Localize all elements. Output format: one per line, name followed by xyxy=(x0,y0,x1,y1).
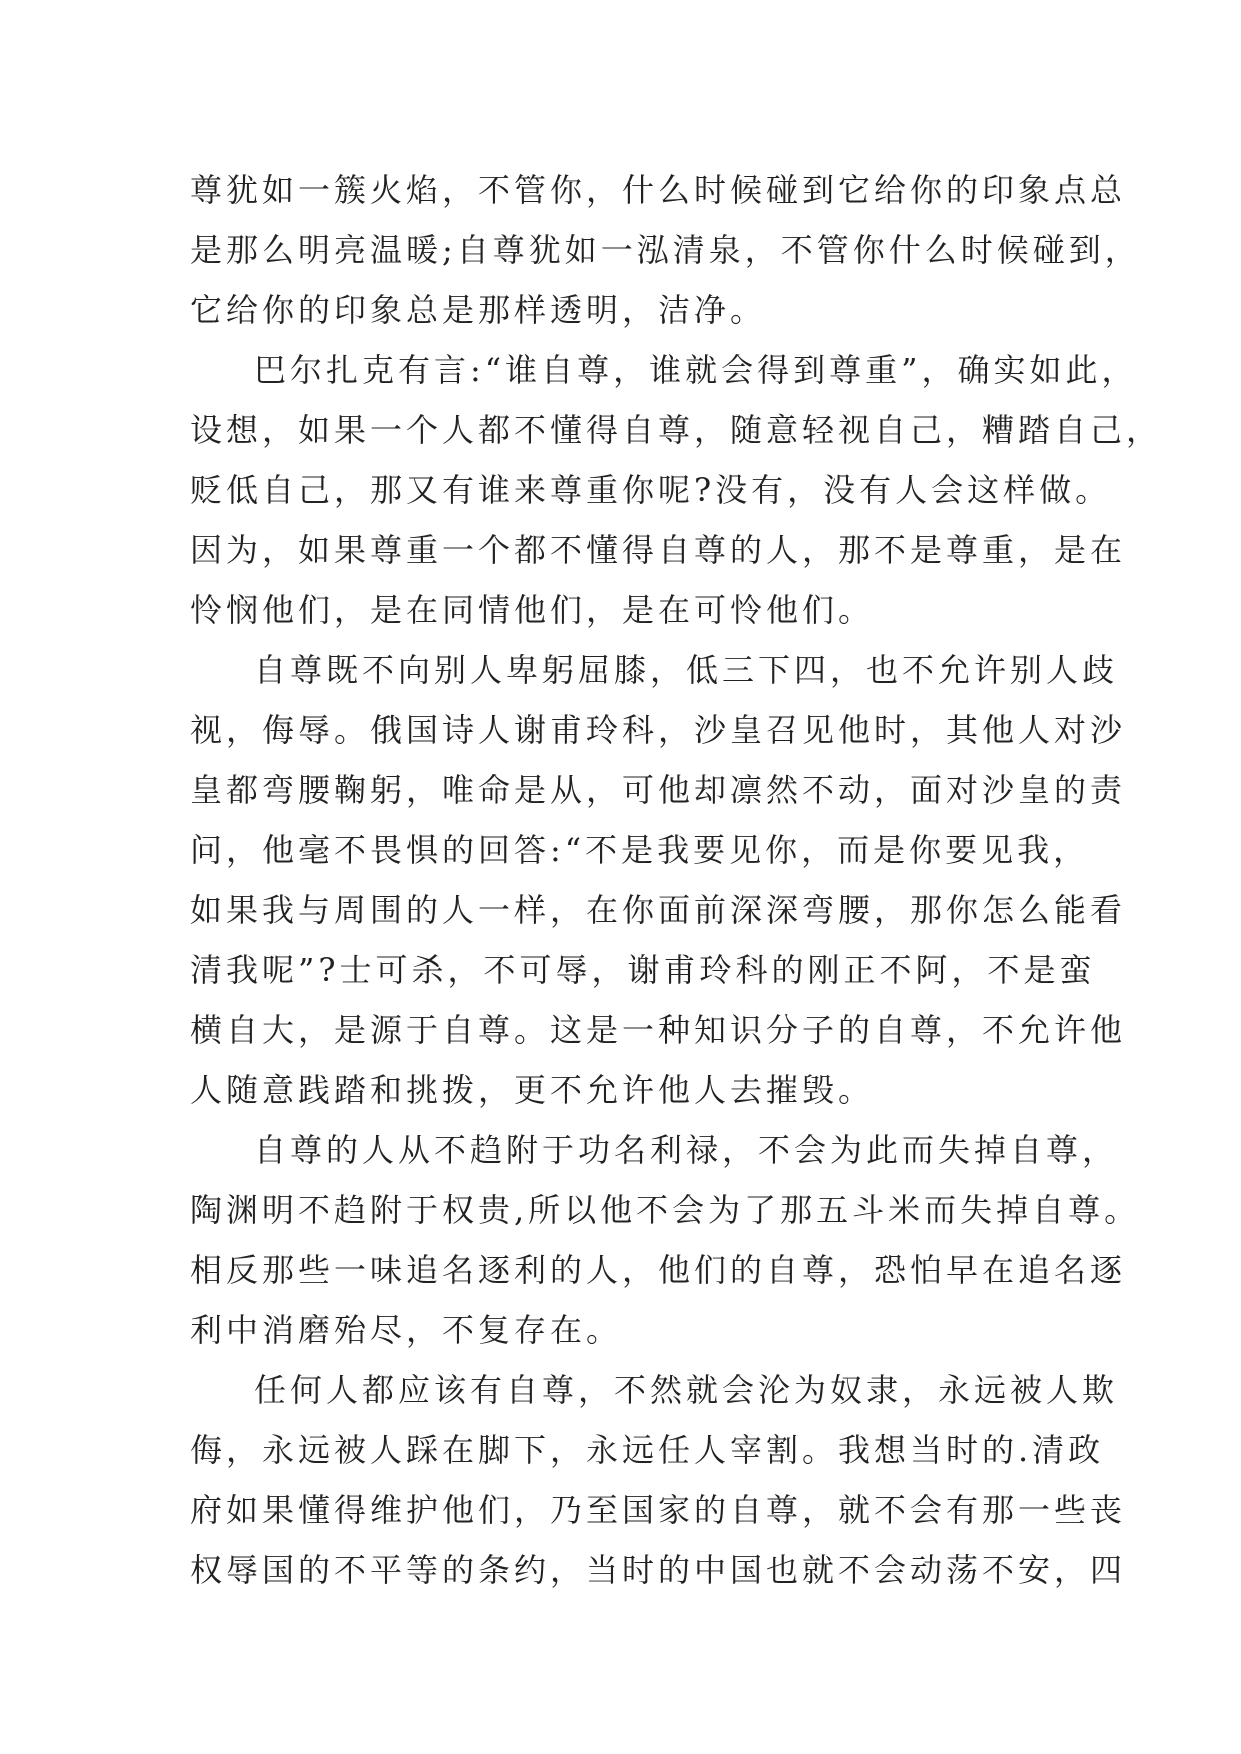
text-line: 尊犹如一簇火焰，不管你，什么时候碰到它给你的印象点总 xyxy=(190,171,1127,209)
paragraph-start-line: 任何人都应该有自尊，不然就会沦为奴隶，永远被人欺 xyxy=(254,1371,1119,1409)
text-line: 它给你的印象总是那样透明，洁净。 xyxy=(190,291,767,329)
body-text xyxy=(190,160,1163,1600)
text-line: 侮，永远被人踩在脚下，永远任人宰割。我想当时的.清政 xyxy=(190,1431,1105,1469)
text-line: 设想，如果一个人都不懂得自尊，随意轻视自己，糟踏自己， xyxy=(190,411,1163,449)
text-line: 府如果懂得维护他们，乃至国家的自尊，就不会有那一些丧 xyxy=(190,1491,1127,1529)
paragraph-start-line: 巴尔扎克有言:“谁自尊，谁就会得到尊重”，确实如此， xyxy=(254,351,1138,389)
text-line: 问，他毫不畏惧的回答:“不是我要见你，而是你要见我， xyxy=(190,831,1090,869)
text-line: 怜悯他们，是在同情他们，是在可怜他们。 xyxy=(190,591,875,629)
text-line: 是那么明亮温暖;自尊犹如一泓清泉，不管你什么时候碰到， xyxy=(190,231,1141,269)
text-line: 陶渊明不趋附于权贵,所以他不会为了那五斗米而失掉自尊。 xyxy=(190,1191,1141,1229)
text-line: 清我呢”?士可杀，不可辱，谢甫玲科的刚正不阿，不是蛮 xyxy=(190,951,1096,989)
paragraph-start-line: 自尊的人从不趋附于功名利禄，不会为此而失掉自尊， xyxy=(254,1131,1119,1169)
text-line: 如果我与周围的人一样，在你面前深深弯腰，那你怎么能看 xyxy=(190,891,1127,929)
text-line: 横自大，是源于自尊。这是一种知识分子的自尊，不允许他 xyxy=(190,1011,1127,1049)
text-line: 视，侮辱。俄国诗人谢甫玲科，沙皇召见他时，其他人对沙 xyxy=(190,711,1127,749)
text-line: 利中消磨殆尽，不复存在。 xyxy=(190,1311,623,1349)
text-line: 贬低自己，那又有谁来尊重你呢?没有，没有人会这样做。 xyxy=(190,471,1112,509)
text-line: 人随意践踏和挑拨，更不允许他人去摧毁。 xyxy=(190,1071,875,1109)
text-line: 皇都弯腰鞠躬，唯命是从，可他却凛然不动，面对沙皇的责 xyxy=(190,771,1127,809)
text-line: 因为，如果尊重一个都不懂得自尊的人，那不是尊重，是在 xyxy=(190,531,1127,569)
text-line: 相反那些一味追名逐利的人，他们的自尊，恐怕早在追名逐 xyxy=(190,1251,1127,1289)
paragraph-start-line: 自尊既不向别人卑躬屈膝，低三下四，也不允许别人歧 xyxy=(254,651,1119,689)
text-line: 权辱国的不平等的条约，当时的中国也就不会动荡不安，四 xyxy=(190,1551,1127,1589)
